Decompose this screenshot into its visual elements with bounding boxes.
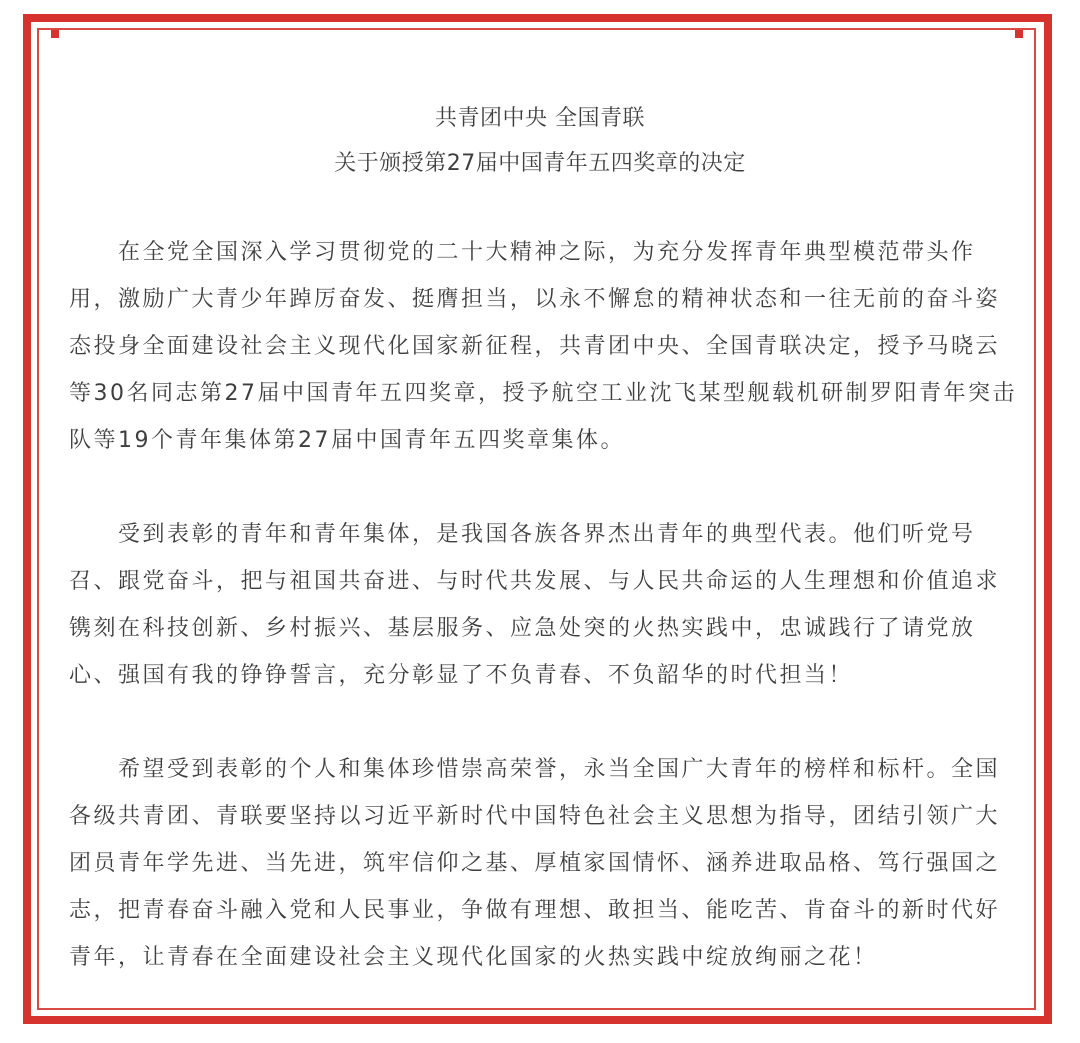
paragraph-line: 志，把青春奋斗融入党和人民事业，争做有理想、敢担当、能吃苦、肯奋斗的新时代好 [69,898,1001,923]
corner-ornament-right [1015,30,1023,38]
paragraph-line: 队等19个青年集体第27届中国青年五四奖章集体。 [69,428,625,453]
title-subject: 关于颁授第27届中国青年五四奖章的决定 [334,151,746,176]
paragraph-line: 受到表彰的青年和青年集体，是我国各族各界杰出青年的典型代表。他们听党号 [118,522,976,547]
paragraph-line: 召、跟党奋斗，把与祖国共奋进、与时代共发展、与人民共命运的人生理想和价值追求 [69,569,1001,594]
corner-ornament-left [51,30,59,38]
paragraph-line: 态投身全面建设社会主义现代化国家新征程，共青团中央、全国青联决定，授予马晓云 [69,334,1001,359]
paragraph-line: 希望受到表彰的个人和集体珍惜崇高荣誉，永当全国广大青年的榜样和标杆。全国 [118,757,1001,782]
paragraph-line: 各级共青团、青联要坚持以习近平新时代中国特色社会主义思想为指导，团结引领广大 [69,804,1001,829]
paragraph-line: 等30名同志第27届中国青年五四奖章，授予航空工业沈飞某型舰载机研制罗阳青年突击 [69,381,1017,406]
paragraph-line: 镌刻在科技创新、乡村振兴、基层服务、应急处突的火热实践中，忠诚践行了请党放 [69,616,976,641]
paragraph-line: 用，激励广大青少年踔厉奋发、挺膺担当，以永不懈怠的精神状态和一往无前的奋斗姿 [69,287,1001,312]
paragraph-line: 团员青年学先进、当先进，筑牢信仰之基、厚植家国情怀、涵养进取品格、笃行强国之 [69,851,1001,876]
paragraph-line: 青年，让青春在全面建设社会主义现代化国家的火热实践中绽放绚丽之花！ [69,945,878,970]
title-issuer: 共青团中央 全国青联 [435,106,645,131]
paragraph-line: 心、强国有我的铮铮誓言，充分彰显了不负青春、不负韶华的时代担当！ [69,663,854,688]
paragraph-line: 在全党全国深入学习贯彻党的二十大精神之际，为充分发挥青年典型模范带头作 [118,240,976,265]
